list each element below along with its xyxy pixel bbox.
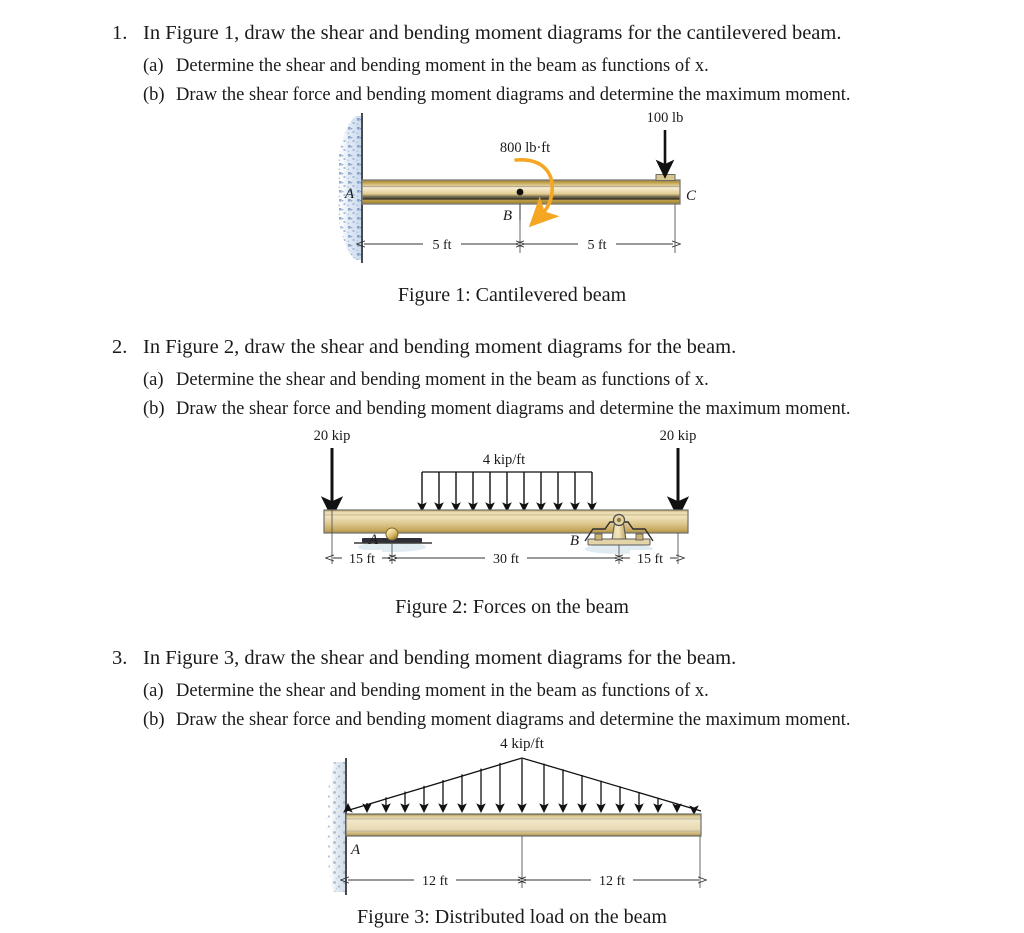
problem-1-item-b-label: (b) <box>143 85 165 106</box>
figure-2-caption: Figure 2: Forces on the beam <box>395 596 629 618</box>
problem-1-item-b-text: Draw the shear force and bending moment diagrams and determine the maximum moment. <box>176 85 851 106</box>
problem-2-item-a <box>143 367 912 393</box>
problem-3-number: 3. <box>112 647 128 669</box>
point-label-c: C <box>686 188 697 204</box>
problem-2-statement-line <box>112 334 912 361</box>
dimension-label-12ft-right: 12 ft <box>598 874 626 889</box>
load-label-20kip-left: 20 kip <box>313 428 351 444</box>
problem-1-statement: In Figure 1, draw the shear and bending moment diagrams for the cantilevered beam. <box>143 22 842 44</box>
problem-1 <box>112 20 912 109</box>
problem-3-statement: In Figure 3, draw the shear and bending moment diagrams for the beam. <box>143 647 737 669</box>
dimension-group <box>348 872 699 887</box>
figure-3-diagram <box>322 730 722 898</box>
problem-3 <box>112 645 912 734</box>
point-label-a: A <box>368 532 378 548</box>
dimension-label-12ft-left: 12 ft <box>421 874 449 889</box>
problem-1-item-a-label: (a) <box>143 56 164 77</box>
dimension-group <box>364 236 673 251</box>
dimension-label-15ft-right: 15 ft <box>636 552 664 567</box>
figure-1 <box>320 108 720 273</box>
point-label-b: B <box>569 533 579 549</box>
problem-3-item-a-label: (a) <box>143 681 164 702</box>
figure-1-caption: Figure 1: Cantilevered beam <box>397 284 627 306</box>
moment-label-800lbft: 800 lb·ft <box>499 140 551 156</box>
problem-2-statement: In Figure 2, draw the shear and bending moment diagrams for the beam. <box>143 336 737 358</box>
problem-3-statement-line <box>112 645 912 672</box>
problem-2 <box>112 334 912 423</box>
bearing-pad-at-c <box>656 175 675 181</box>
distributed-load-arrows <box>422 472 592 507</box>
problem-2-item-b <box>143 396 912 422</box>
figure-3 <box>322 730 722 898</box>
figure-1-diagram <box>320 108 720 273</box>
point-b-marker <box>517 189 524 196</box>
problem-3-item-a <box>143 678 912 704</box>
dimension-label-5ft-right: 5 ft <box>587 238 607 253</box>
beam-member <box>346 814 701 836</box>
load-label-4kipft: 4 kip/ft <box>500 736 544 752</box>
load-label-20kip-right: 20 kip <box>659 428 697 444</box>
problem-1-statement-line <box>112 20 912 47</box>
problem-1-item-b <box>143 82 912 108</box>
point-label-b: B <box>502 208 512 224</box>
triangular-load <box>346 758 701 811</box>
problem-2-item-b-label: (b) <box>143 399 165 420</box>
figure-2-diagram <box>282 424 722 579</box>
point-label-a: A <box>351 842 361 858</box>
problem-2-number: 2. <box>112 336 128 358</box>
problem-2-item-a-label: (a) <box>143 370 164 391</box>
point-label-a: A <box>344 186 354 202</box>
figure-2 <box>282 424 722 579</box>
problem-1-item-a-text: Determine the shear and bending moment in the beam as functions of x. <box>176 56 709 77</box>
dimension-label-15ft-left: 15 ft <box>348 552 376 567</box>
load-label-4kipft: 4 kip/ft <box>482 452 526 468</box>
figure-3-caption: Figure 3: Distributed load on the beam <box>357 906 667 928</box>
problem-1-number: 1. <box>112 22 128 44</box>
problem-3-item-a-text: Determine the shear and bending moment in the beam as functions of x. <box>176 681 709 702</box>
problem-1-item-a <box>143 53 912 79</box>
dimension-label-30ft: 30 ft <box>492 552 520 567</box>
fixed-wall-support <box>327 758 347 895</box>
load-label-100lb: 100 lb <box>646 110 684 126</box>
dimension-label-5ft-left: 5 ft <box>432 238 452 253</box>
problem-3-item-b-label: (b) <box>143 710 165 731</box>
problem-2-item-a-text: Determine the shear and bending moment in the beam as functions of x. <box>176 370 709 391</box>
problem-3-item-b-text: Draw the shear force and bending moment diagrams and determine the maximum moment. <box>176 710 851 731</box>
problem-2-item-b-text: Draw the shear force and bending moment diagrams and determine the maximum moment. <box>176 399 851 420</box>
